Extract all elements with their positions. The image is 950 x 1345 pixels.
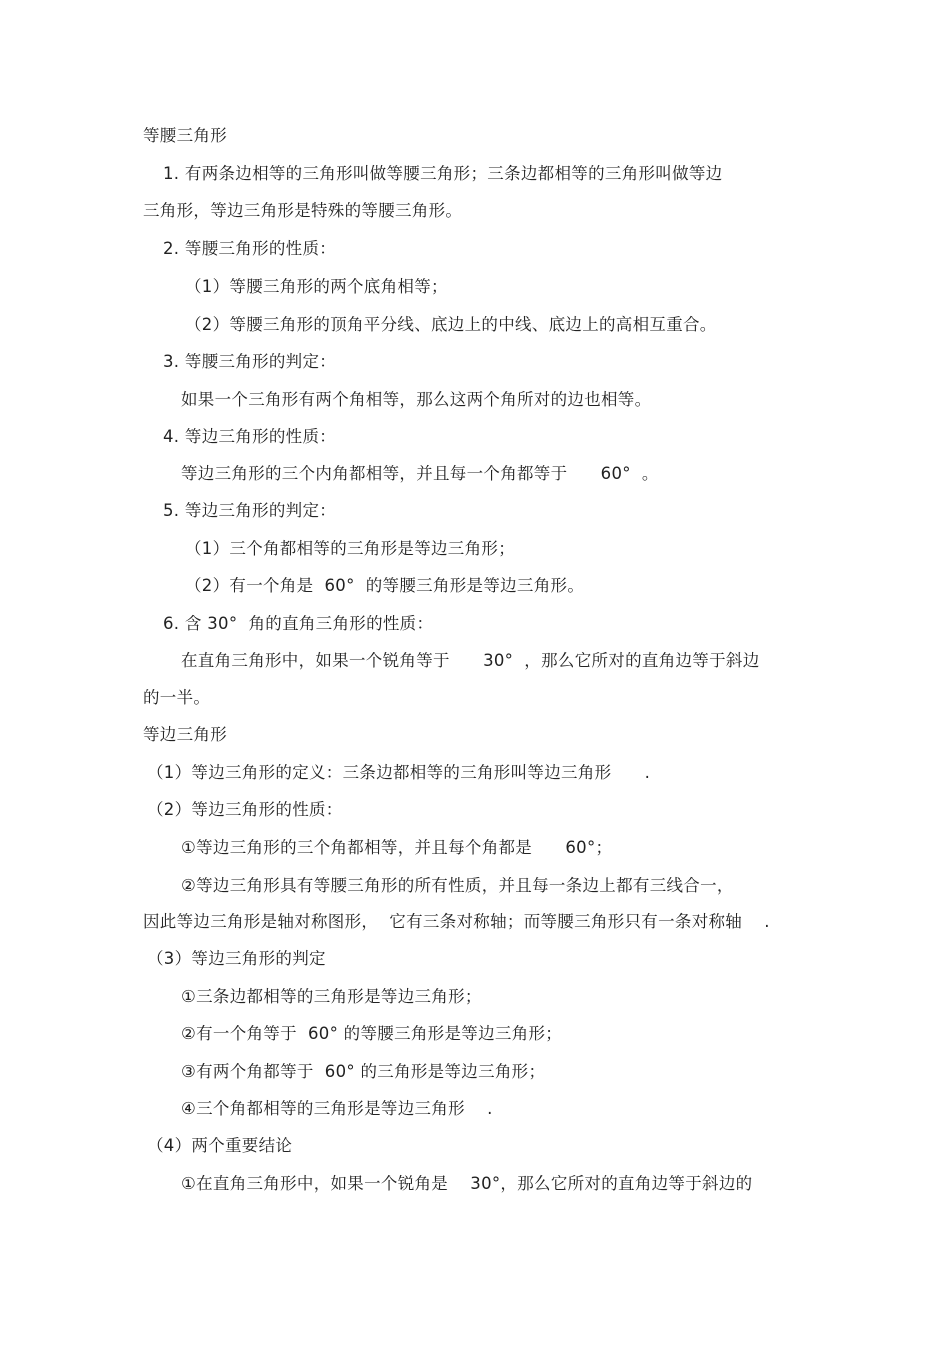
criterion-a: ①三条边都相等的三角形是等边三角形； bbox=[181, 987, 482, 1006]
property-b-line1: ②等边三角形具有等腰三角形的所有性质，并且每一条边上都有三线合一， bbox=[181, 876, 734, 895]
criteria-heading: （3）等边三角形的判定 bbox=[147, 949, 326, 968]
item5-sub1: （1）三个角都相等的三角形是等边三角形； bbox=[185, 539, 515, 558]
conclusion-a: ①在直角三角形中，如果一个锐角是 30°，那么它所对的直角边等于斜边的 bbox=[181, 1174, 753, 1193]
property-a: ①等边三角形的三个角都相等，并且每个角都是 60°； bbox=[181, 838, 613, 857]
item6-line2: 的一半。 bbox=[143, 688, 211, 707]
item2-title: 2. 等腰三角形的性质： bbox=[163, 239, 337, 258]
item3-title: 3. 等腰三角形的判定： bbox=[163, 352, 337, 371]
property-b-line2: 因此等边三角形是轴对称图形， 它有三条对称轴；而等腰三角形只有一条对称轴 . bbox=[143, 912, 770, 931]
item5-title: 5. 等边三角形的判定： bbox=[163, 501, 337, 520]
criterion-d: ④三个角都相等的三角形是等边三角形 . bbox=[181, 1099, 493, 1118]
item1-line1: 1. 有两条边相等的三角形叫做等腰三角形；三条边都相等的三角形叫做等边 bbox=[163, 164, 723, 183]
criterion-c: ③有两个角都等于 60° 的三角形是等边三角形； bbox=[181, 1062, 546, 1081]
criterion-b: ②有一个角等于 60° 的等腰三角形是等边三角形； bbox=[181, 1024, 563, 1043]
item6-line1: 在直角三角形中，如果一个锐角等于 30° ，那么它所对的直角边等于斜边 bbox=[181, 651, 760, 670]
item1-line2: 三角形，等边三角形是特殊的等腰三角形。 bbox=[143, 201, 463, 220]
section-heading-equilateral: 等边三角形 bbox=[143, 725, 227, 744]
conclusions-heading: （4）两个重要结论 bbox=[147, 1136, 293, 1155]
item4-title: 4. 等边三角形的性质： bbox=[163, 427, 337, 446]
item3-text: 如果一个三角形有两个角相等，那么这两个角所对的边也相等。 bbox=[181, 390, 652, 409]
section-heading-isosceles: 等腰三角形 bbox=[143, 126, 227, 145]
definition-paragraph: （1）等边三角形的定义：三条边都相等的三角形叫等边三角形 . bbox=[147, 763, 651, 782]
item2-sub1: （1）等腰三角形的两个底角相等； bbox=[185, 277, 448, 296]
item2-sub2: （2）等腰三角形的顶角平分线、底边上的中线、底边上的高相互重合。 bbox=[185, 315, 717, 334]
properties-heading: （2）等边三角形的性质： bbox=[147, 800, 343, 819]
item5-sub2: （2）有一个角是 60° 的等腰三角形是等边三角形。 bbox=[185, 576, 585, 595]
item4-text: 等边三角形的三个内角都相等，并且每一个角都等于 60° 。 bbox=[181, 464, 659, 483]
item6-title: 6. 含 30° 角的直角三角形的性质： bbox=[163, 614, 434, 633]
